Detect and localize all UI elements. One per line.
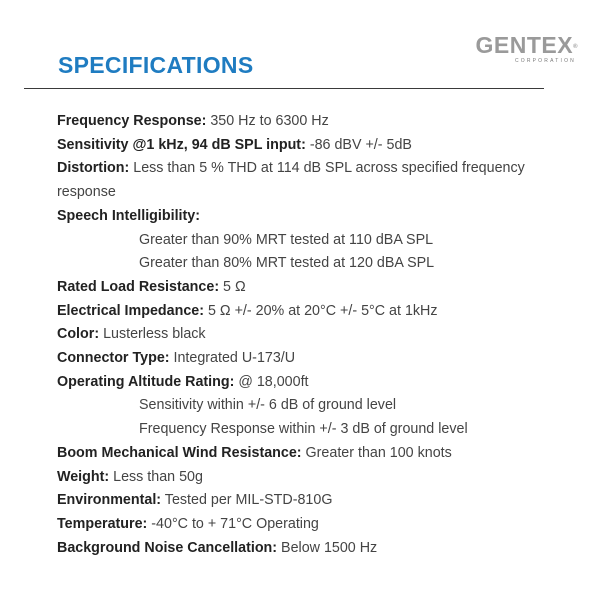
spec-value: Integrated U-173/U: [169, 350, 296, 367]
spec-label: Connector Type:: [57, 350, 170, 367]
spec-weight: [57, 466, 527, 490]
spec-rated-load-resistance: [57, 276, 527, 300]
spec-background-noise: [57, 537, 527, 561]
spec-connector-type: [57, 347, 527, 371]
spec-speech-intelligibility: [57, 205, 527, 229]
gentex-logo: [448, 33, 578, 64]
spec-value: 350 Hz to 6300 Hz: [206, 113, 329, 129]
spec-label: Temperature:: [57, 515, 148, 532]
spec-sensitivity: [57, 134, 527, 158]
spec-environmental: [57, 489, 527, 513]
specifications-list: [57, 110, 527, 560]
spec-label: Weight:: [57, 468, 110, 485]
spec-label: Distortion:: [57, 160, 130, 177]
spec-operating-altitude: [57, 371, 527, 395]
spec-label: Rated Load Resistance:: [57, 278, 220, 295]
registered-mark: ®: [573, 44, 578, 50]
spec-value: Below 1500 Hz: [277, 539, 378, 556]
spec-label: Sensitivity @1 kHz, 94 dB SPL input:: [57, 136, 306, 153]
spec-value: Less than 50g: [109, 468, 203, 485]
spec-label: Boom Mechanical Wind Resistance:: [57, 444, 302, 461]
spec-label: Color:: [57, 326, 100, 343]
spec-value: 5 Ω: [219, 278, 246, 295]
spec-value: 5 Ω +/- 20% at 20°C +/- 5°C at 1kHz: [204, 302, 438, 319]
spec-label: Operating Altitude Rating:: [57, 373, 235, 390]
spec-color: [57, 323, 527, 347]
spec-value: Greater than 100 knots: [301, 444, 452, 461]
spec-value: Tested per MIL-STD-810G: [161, 492, 333, 509]
spec-label: Environmental:: [57, 492, 162, 509]
logo-subtitle: CORPORATION: [514, 58, 576, 64]
logo-name: GENTEX: [475, 32, 574, 58]
spec-label: Electrical Impedance:: [57, 302, 205, 319]
spec-sub-item: Sensitivity within +/- 6 dB of ground level: [139, 397, 397, 414]
spec-temperature: [57, 513, 527, 537]
header-divider: [24, 88, 544, 89]
spec-sub-item: Greater than 90% MRT tested at 110 dBA SPL: [139, 231, 434, 248]
page-title: SPECIFICATIONS: [58, 52, 254, 78]
spec-value: Lusterless black: [99, 326, 206, 343]
spec-label: Frequency Response:: [57, 113, 207, 129]
spec-frequency-response: [57, 110, 527, 134]
spec-label: Speech Intelligibility:: [57, 207, 200, 224]
spec-value: -86 dBV +/- 5dB: [305, 136, 412, 153]
spec-sub-item: Greater than 80% MRT tested at 120 dBA SPL: [139, 255, 435, 272]
spec-sub-item: Frequency Response within +/- 3 dB of ground level: [139, 421, 468, 438]
spec-label: Background Noise Cancellation:: [57, 539, 278, 556]
spec-distortion: [57, 157, 527, 204]
spec-value: -40°C to + 71°C Operating: [147, 515, 319, 532]
spec-value: Less than 5 % THD at 114 dB SPL across specified frequency response: [57, 160, 525, 201]
spec-electrical-impedance: [57, 300, 527, 324]
spec-value: @ 18,000ft: [234, 373, 309, 390]
spec-boom-wind-resistance: [57, 442, 527, 466]
logo-wordmark: [448, 33, 578, 57]
